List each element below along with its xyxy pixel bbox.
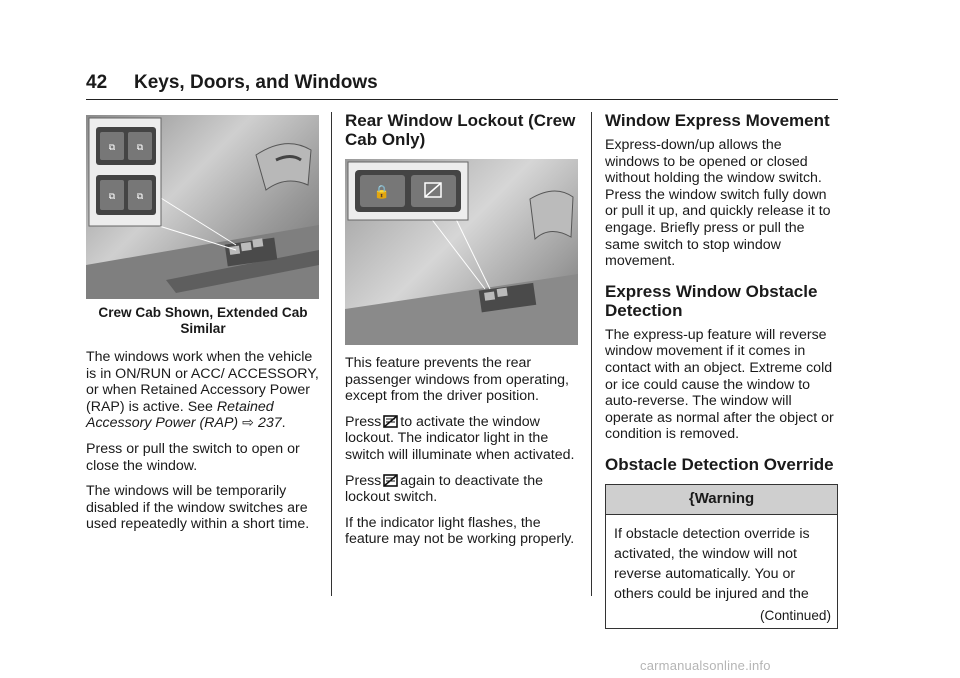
paragraph-text: The windows work when the vehicle is in ON/RUN or ACC/ ACCESSORY, or when Retained Accessory Power (RAP) is active. See [86, 349, 319, 415]
heading-obstacle-override: Obstacle Detection Override [605, 454, 834, 474]
paragraph-temporary-disable: The windows will be temporarily disabled if the window switches are used repeatedly within a short time. [86, 483, 310, 533]
door-switch-illustration [86, 115, 319, 299]
column-divider-2 [591, 112, 592, 596]
window-lockout-icon [383, 473, 398, 488]
heading-window-express-movement: Window Express Movement [605, 111, 830, 130]
lockout-panel-drawing [345, 159, 578, 345]
paragraph-express-movement: Express-down/up allows the windows to be opened or closed without holding the window switch. Press the window switch fully down or pull it up, and quickly release it to engage. Briefly press or pull the same switch to stop window movement. [605, 137, 831, 270]
warning-box [605, 484, 838, 629]
heading-rear-window-lockout: Rear Window Lockout (Crew Cab Only) [345, 111, 576, 149]
window-lockout-icon [383, 414, 398, 429]
warning-header [606, 485, 837, 515]
cross-reference-page[interactable]: 237 [257, 415, 282, 432]
column-3 [605, 111, 838, 629]
cross-reference-link[interactable]: Retained Accessory Power (RAP) [86, 398, 274, 432]
press-label: Press [345, 413, 382, 430]
warning-icon: { [688, 489, 695, 507]
paragraph-lockout-purpose: This feature prevents the rear passenger windows from operating, except from the driver position. [345, 355, 569, 405]
press-label: Press [345, 472, 382, 489]
paragraph-indicator-flash: If the indicator light flashes, the feature may not be working properly. [345, 514, 575, 548]
svg-text:⧉: ⧉ [108, 192, 116, 202]
page-number: 42 [86, 72, 108, 93]
warning-body: If obstacle detection override is activated, the window will not reverse automatically. You or others could be injured and the [614, 525, 810, 602]
paragraph-deactivate-lockout [345, 473, 581, 506]
paragraph-obstacle-detection: The express-up feature will reverse window movement if it comes in contact with an object. Extreme cold or ice could cause the window to auto-reverse. The window will operate as normal after the object or condition is removed. [605, 326, 834, 443]
page-reference-arrow-icon: ⇨ [242, 415, 254, 432]
paragraph-activate-lockout [345, 414, 581, 464]
door-panel-drawing [86, 115, 319, 299]
svg-text:⧉: ⧉ [136, 143, 144, 153]
svg-text:⧉: ⧉ [136, 192, 144, 202]
figure-caption-line-1: Crew Cab Shown, Extended Cab [98, 305, 308, 320]
paragraph-window-operation: The windows work when the vehicle is in ON/RUN or ACC/ ACCESSORY, or when Retained Accessory Power (RAP) is active. See Retained Accessory Power (RAP) ⇨ 237. [86, 349, 319, 432]
svg-text:🔒: 🔒 [373, 185, 391, 200]
figure-caption-line-2: Similar [180, 321, 226, 336]
heading-express-obstacle-detection: Express Window Obstacle Detection [605, 281, 818, 320]
lockout-switch-illustration [345, 159, 578, 345]
activate-lockout-text: to activate the window lockout. The indicator light in the switch will illuminate when activated. [345, 413, 575, 463]
page-header [86, 72, 838, 102]
continued-label: (Continued) [759, 607, 831, 623]
paragraph-press-pull: Press or pull the switch to open or close the window. [86, 440, 300, 474]
warning-title: Warning [694, 489, 755, 507]
column-1 [86, 115, 320, 542]
svg-text:⧉: ⧉ [108, 143, 116, 153]
watermark: carmanualsonline.info [640, 658, 771, 673]
deactivate-lockout-text: again to deactivate the lockout switch. [345, 472, 544, 506]
header-rule [86, 99, 838, 100]
column-2 [345, 111, 581, 557]
column-divider-1 [331, 112, 332, 596]
section-title: Keys, Doors, and Windows [134, 72, 378, 93]
figure-caption [86, 305, 320, 337]
